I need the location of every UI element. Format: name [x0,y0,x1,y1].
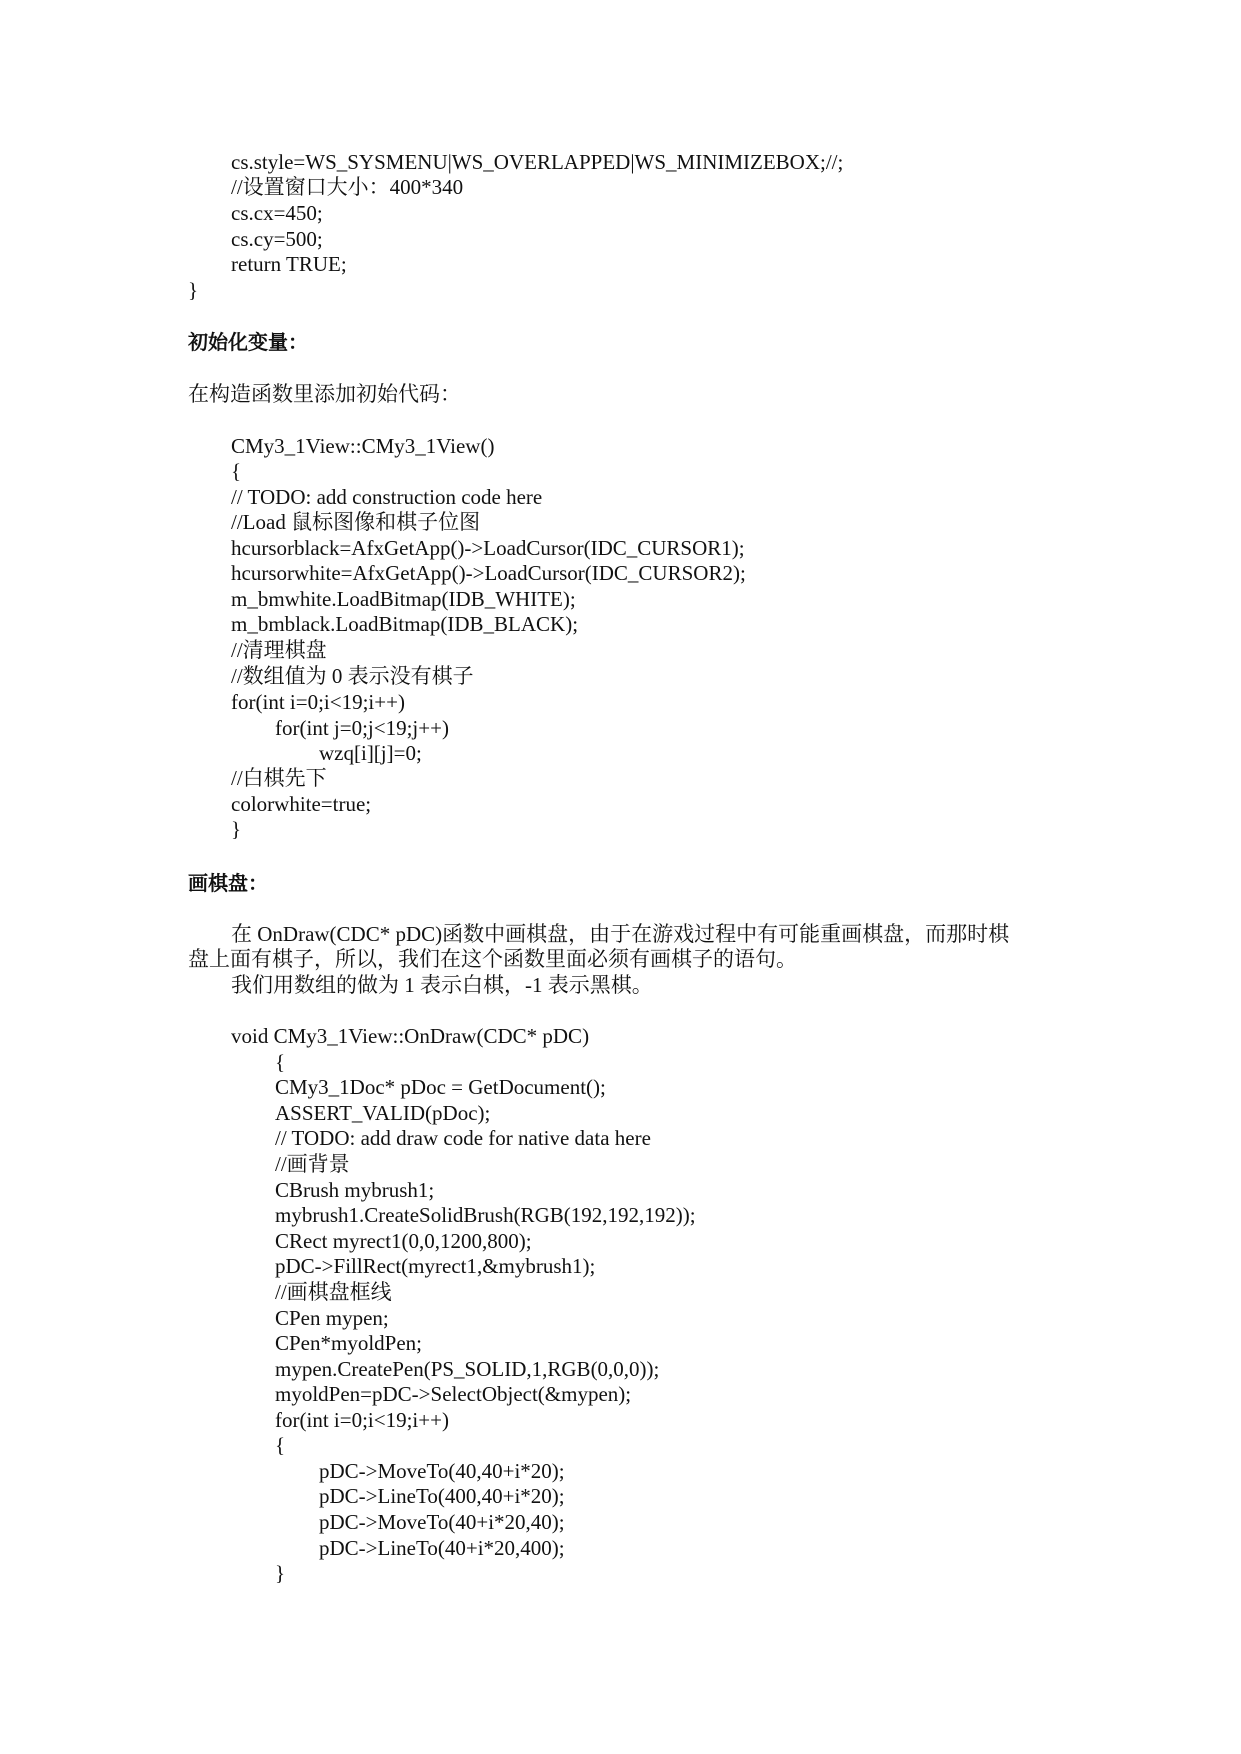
code-line: pDC->MoveTo(40,40+i*20); [319,1459,565,1483]
code-line: m_bmblack.LoadBitmap(IDB_BLACK); [231,612,579,636]
code-comment: //白棋先下 [231,766,327,790]
code-line: pDC->LineTo(400,40+i*20); [319,1484,565,1508]
code-line: CBrush mybrush1; [275,1178,435,1202]
code-line: CPen*myoldPen; [275,1331,423,1355]
code-line: CRect myrect1(0,0,1200,800); [275,1229,532,1253]
paragraph: 在构造函数里添加初始代码： [188,382,461,406]
code-line: colorwhite=true; [231,792,372,816]
code-line: cs.style=WS_SYSMENU|WS_OVERLAPPED|WS_MINIMIZEBOX;//; [231,150,844,174]
code-line: mybrush1.CreateSolidBrush(RGB(192,192,192)); [275,1203,696,1227]
code-line: hcursorblack=AfxGetApp()->LoadCursor(IDC_CURSOR1); [231,536,745,560]
code-comment: //画背景 [275,1152,350,1176]
code-comment: //数组值为 0 表示没有棋子 [231,664,474,688]
code-line: cs.cx=450; [231,201,323,225]
code-comment: //Load 鼠标图像和棋子位图 [231,510,481,534]
code-line: myoldPen=pDC->SelectObject(&mypen); [275,1382,632,1406]
paragraph-line: 在 OnDraw(CDC* pDC)函数中画棋盘，由于在游戏过程中有可能重画棋盘，而那时棋 [231,922,1010,946]
code-line: CMy3_1View::CMy3_1View() [231,434,495,458]
code-line: CMy3_1Doc* pDoc = GetDocument(); [275,1075,606,1099]
code-comment: // TODO: add draw code for native data here [275,1126,651,1150]
code-line: pDC->FillRect(myrect1,&mybrush1); [275,1254,596,1278]
code-line: { [275,1050,286,1074]
code-comment: //设置窗口大小：400*340 [231,175,464,199]
code-comment: // TODO: add construction code here [231,485,543,509]
code-line: CPen mypen; [275,1306,389,1330]
code-comment: //画棋盘框线 [275,1280,392,1304]
code-line: for(int i=0;i<19;i++) [231,690,405,714]
code-line: for(int j=0;j<19;j++) [275,716,449,740]
code-line: { [275,1433,286,1457]
paragraph-line: 我们用数组的做为 1 表示白棋，-1 表示黑棋。 [231,973,653,997]
code-line: m_bmwhite.LoadBitmap(IDB_WHITE); [231,587,576,611]
code-line: for(int i=0;i<19;i++) [275,1408,449,1432]
section-heading: 画棋盘： [188,871,268,895]
code-line: { [231,459,242,483]
code-line: ASSERT_VALID(pDoc); [275,1101,491,1125]
code-line: } [275,1561,286,1585]
code-line: wzq[i][j]=0; [319,741,422,765]
code-line: pDC->MoveTo(40+i*20,40); [319,1510,565,1534]
code-line: pDC->LineTo(40+i*20,400); [319,1536,565,1560]
code-line: cs.cy=500; [231,227,323,251]
code-line: hcursorwhite=AfxGetApp()->LoadCursor(IDC_CURSOR2); [231,561,746,585]
code-line: } [188,278,199,302]
code-line: return TRUE; [231,252,347,276]
code-line: mypen.CreatePen(PS_SOLID,1,RGB(0,0,0)); [275,1357,660,1381]
code-line: void CMy3_1View::OnDraw(CDC* pDC) [231,1024,590,1048]
code-comment: //清理棋盘 [231,638,327,662]
code-line: } [231,817,242,841]
paragraph-line: 盘上面有棋子，所以，我们在这个函数里面必须有画棋子的语句。 [188,947,797,971]
section-heading: 初始化变量： [188,330,308,354]
